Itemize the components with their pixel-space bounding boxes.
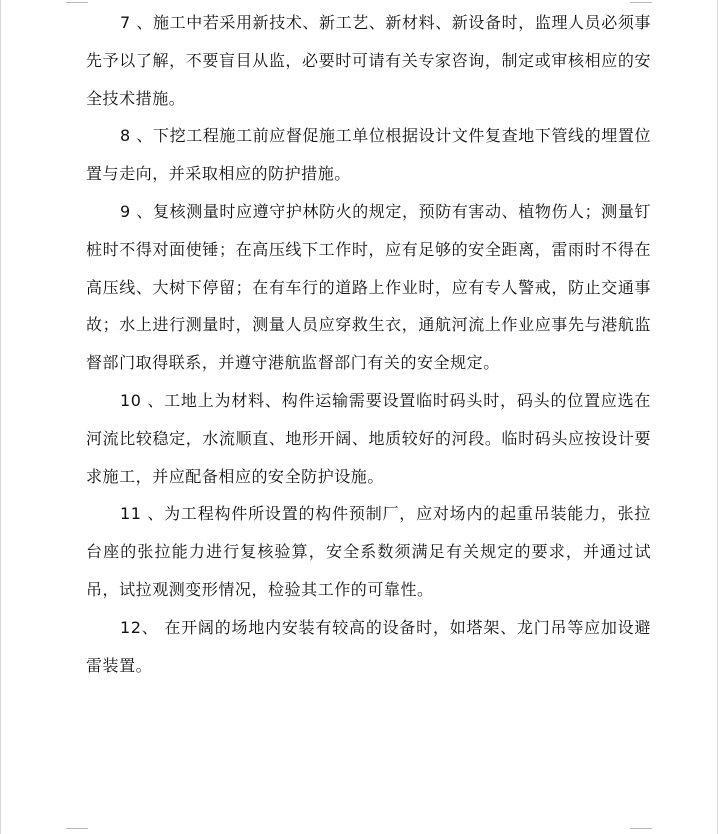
crop-mark-bottom-left: [66, 828, 88, 829]
paragraph-item-10: 10 、工地上为材料、构件运输需要设置临时码头时，码头的位置应选在河流比较稳定，水流顺直、地形开阔、地质较好的河段。临时码头应按设计要求施工，并应配备相应的安全防护设施。: [86, 390, 651, 486]
paragraph-item-9: 9 、复核测量时应遵守护林防火的规定，预防有害动、植物伤人；测量钉桩时不得对面使锤；在高压线下工作时，应有足够的安全距离，雷雨时不得在高压线、大树下停留；在有车行的道路上作业时，应有专人警戒，防止交通事故；水上进行测量时，测量人员应穿救生衣，通航河流上作业应事先与港航监督部门取得联系，并遵守港航监督部门有关的安全规定。: [86, 201, 651, 373]
paragraph-item-8: 8 、下挖工程施工前应督促施工单位根据设计文件复查地下管线的埋置位置与走向，并采取相应的防护措施。: [86, 126, 651, 184]
paragraph-item-11: 11 、为工程构件所设置的构件预制厂，应对场内的起重吊装能力，张拉台座的张拉能力进行复核验算，安全系数须满足有关规定的要求，并通过试吊，试拉观测变形情况，检验其工作的可靠性。: [86, 504, 651, 599]
paragraph-item-7: 7 、施工中若采用新技术、新工艺、新材料、新设备时，监理人员必须事先予以了解，不要盲目从监，必要时可请有关专家咨询，制定或审核相应的安全技术措施。: [86, 13, 651, 108]
page-left-edge: [0, 0, 1, 834]
paragraph-item-12: 12、 在开阔的场地内安装有较高的设备时，如塔架、龙门吊等应加设避雷装置。: [86, 617, 651, 675]
document-body: [86, 4, 651, 684]
crop-mark-bottom-right: [630, 828, 652, 829]
crop-mark-top-left: [66, 2, 88, 3]
crop-mark-top-right: [630, 2, 652, 3]
